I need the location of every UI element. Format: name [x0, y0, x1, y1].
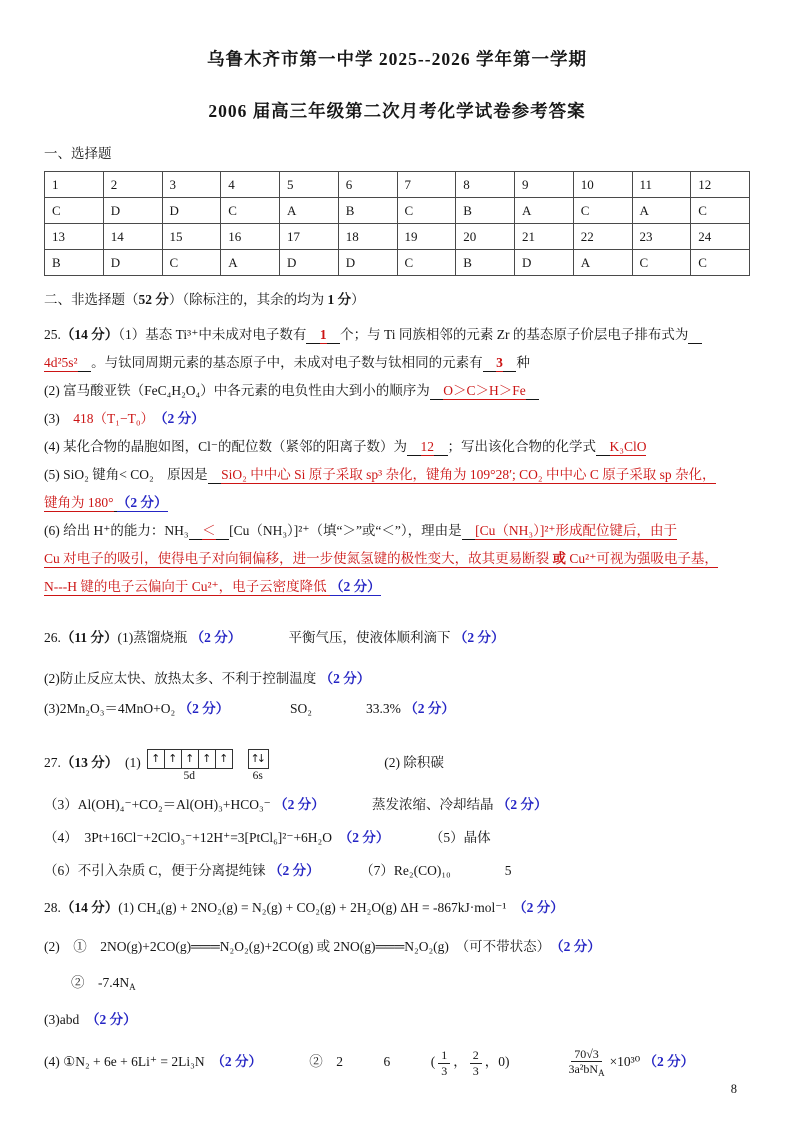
text-run: 1 [319, 327, 327, 342]
text-run: (5) SiO₂ 键角< CO₂ 原因是 [44, 467, 208, 482]
question-27-line1 [44, 749, 750, 783]
text-run: （2 分） [319, 671, 371, 686]
text-run: 26. [44, 630, 61, 645]
text-run: 70√3 [574, 1047, 599, 1061]
choice-table-cell: 18 [338, 224, 397, 250]
text-run: 1 [441, 1048, 448, 1063]
fraction [470, 1048, 482, 1078]
text-run: 二、非选择题（ [44, 292, 139, 307]
text-run: (1)蒸馏烧瓶 [117, 630, 191, 645]
choice-table-cell: 4 [221, 172, 280, 198]
text-run: 52 分 [138, 292, 169, 307]
text-run: (2)防止反应太快、放热太多、不利于控制温度 [44, 671, 320, 686]
choice-table-cell: 21 [515, 224, 574, 250]
choice-answer-table [44, 171, 750, 276]
text-run: 3 [472, 1063, 479, 1078]
text-run: SiO₂ 中中心 Si 原子采取 sp³ 杂化，键角为 109°28′; CO₂ 中中心 C 原子采取 sp 杂化， [221, 467, 716, 482]
choice-table-body [45, 172, 750, 276]
choice-table-row [45, 250, 750, 276]
text-run: [Cu（NH₃）]²⁺形成配位键后，由于 [475, 523, 678, 538]
choice-table-cell: 6 [338, 172, 397, 198]
text-run [189, 523, 203, 540]
section1-heading: 一、选择题 [44, 146, 112, 161]
text-run: ， [453, 1054, 467, 1070]
choice-table-cell: 24 [691, 224, 750, 250]
text-run: (2) ① 2NO(g)+2CO(g) [44, 939, 192, 954]
choice-table-cell: A [280, 198, 339, 224]
text-line [44, 321, 750, 349]
choice-table-cell: A [573, 250, 632, 276]
text-run: （7）Re₂(CO)₁₀ 5 [312, 863, 512, 878]
text-run: (1) [111, 755, 141, 770]
text-run: （5）晶体 [382, 830, 491, 845]
orbital-diagram [147, 749, 284, 783]
orbital-box: ↑ [215, 749, 233, 769]
choice-table-cell: 10 [573, 172, 632, 198]
text-run: 种 [516, 355, 530, 370]
text-run [430, 383, 444, 400]
text-run: 12 [420, 439, 434, 454]
text-run: (2) 富马酸亚铁（FeC₄H₂O₄）中各元素的电负性由大到小的顺序为 [44, 383, 430, 398]
text-run: A [129, 982, 136, 992]
orbital-box: ↑ [198, 749, 216, 769]
choice-table-cell: B [456, 250, 515, 276]
text-run: 。与钛同周期元素的基态原子中，未成对电子数与钛相同的元素有 [91, 355, 483, 370]
choice-table-cell: A [632, 198, 691, 224]
text-run: ，0) [484, 1054, 564, 1070]
text-run: （2 分） [519, 900, 564, 915]
document-title-line1: 乌鲁木齐市第一中学 2025--2026 学年第一学期 [207, 49, 587, 69]
text-line [44, 665, 750, 693]
text-line [44, 1047, 750, 1079]
choice-table-cell: 13 [45, 224, 104, 250]
choice-table-cell: C [397, 250, 456, 276]
text-run: （2 分） [453, 630, 505, 645]
orbital-6s-label: 6s [252, 770, 263, 782]
text-run: ═══ [375, 939, 405, 954]
text-run: (1) CH₄(g) + 2NO₂(g) = N₂(g) + CO₂(g) + 2H₂O(g) ΔH = -867kJ·mol⁻¹ [118, 900, 520, 915]
choice-table-row [45, 198, 750, 224]
text-run: （11 分） [60, 630, 118, 645]
q27-line1-prefix [44, 749, 141, 777]
text-run: （2 分） [218, 1054, 256, 1070]
text-run: ） [351, 292, 365, 307]
text-line [44, 545, 750, 573]
text-run [526, 383, 540, 400]
text-run [216, 523, 230, 540]
choice-table-cell: 14 [103, 224, 162, 250]
orbital-box: ↑ [147, 749, 165, 769]
text-run: ② 2 6 ( [255, 1054, 436, 1070]
orbital-5d-label: 5d [183, 770, 195, 782]
text-run: (4) 某化合物的晶胞如图，Cl⁻的配位数（紧邻的阳离子数）为 [44, 439, 407, 454]
text-run: 或 [552, 551, 567, 566]
orbital-box: ↑ [181, 749, 199, 769]
text-run: 3 [496, 355, 503, 370]
text-run: 28. [44, 900, 61, 915]
choice-table-cell: B [338, 198, 397, 224]
choice-table-cell: D [162, 198, 221, 224]
page-number: 8 [730, 1082, 737, 1096]
choice-table-cell: 23 [632, 224, 691, 250]
choice-table-cell: D [515, 250, 574, 276]
text-line [44, 791, 750, 819]
text-line [44, 857, 750, 885]
text-run: (4) ①N₂ + 6e + 6Li⁺ = 2Li₃N [44, 1054, 219, 1070]
fraction [566, 1047, 606, 1079]
text-run [596, 439, 610, 456]
text-line [44, 349, 750, 377]
text-run: 27. [44, 755, 61, 770]
choice-table-cell: C [45, 198, 104, 224]
text-line [44, 695, 750, 723]
choice-table-cell: C [397, 198, 456, 224]
text-run: （2 分） [190, 630, 235, 645]
text-run: Cu 对电子的吸引，使得电子对向铜偏移，进一步使氮氢键的极性变大，故其更易断裂 [44, 551, 553, 566]
choice-table-cell: 12 [691, 172, 750, 198]
choice-table-cell: 7 [397, 172, 456, 198]
text-run [483, 355, 497, 372]
orbital-5d-boxes [147, 749, 232, 769]
text-line [44, 894, 750, 922]
text-run: （2 分） [274, 797, 319, 812]
choice-table-cell: C [691, 250, 750, 276]
text-run [306, 327, 320, 344]
text-line [44, 933, 750, 961]
text-run: （6）不引入杂质 C，便于分离提纯铼 [44, 863, 270, 878]
text-run: O＞C＞H＞Fe [443, 383, 526, 398]
text-run: N₂O₂(g)+2CO(g) 或 2NO(g) [219, 939, 376, 954]
text-run: （2 分） [496, 797, 548, 812]
choice-table-cell: C [573, 198, 632, 224]
text-run: （2 分） [345, 830, 383, 845]
text-run: （2 分） [330, 579, 381, 594]
text-run [688, 327, 702, 344]
orbital-6s-group [248, 749, 268, 783]
choice-table-cell: 5 [280, 172, 339, 198]
text-run: 3a²bN [568, 1062, 599, 1077]
choice-table-cell: D [103, 250, 162, 276]
text-run: （2 分） [178, 701, 223, 716]
choice-table-cell: D [338, 250, 397, 276]
choice-table-cell: 2 [103, 172, 162, 198]
text-run: ）（除标注的，其余的均为 [168, 292, 328, 307]
text-run [434, 439, 448, 456]
text-run: A [598, 1068, 605, 1079]
question-28-block [44, 894, 750, 1079]
text-line [44, 1006, 750, 1034]
section2-heading [44, 288, 750, 308]
text-run: N---H 键的电子云偏向于 Cu²⁺，电子云密度降低 [44, 579, 331, 594]
choice-table-cell: 11 [632, 172, 691, 198]
text-run: ═══ [191, 939, 220, 954]
choice-table-cell: 9 [515, 172, 574, 198]
text-run: (6) 给出 H⁺的能力：NH₃ [44, 523, 189, 538]
choice-table-cell: B [45, 250, 104, 276]
choice-table-cell: A [515, 198, 574, 224]
text-run [407, 439, 421, 456]
text-run: （2 分） [116, 495, 168, 510]
text-run: （2 分） [92, 1012, 137, 1027]
text-run: (3)abd [44, 1012, 93, 1027]
fraction [438, 1048, 450, 1078]
text-run: (3) [44, 411, 74, 426]
choice-table-cell: C [162, 250, 221, 276]
choice-table-row [45, 172, 750, 198]
text-run: ＜ [202, 523, 216, 538]
question-27-block [44, 791, 750, 885]
text-run: （14 分） [60, 327, 119, 342]
text-run: 25. [44, 327, 61, 342]
text-run: Cu²⁺可视为强吸电子基， [566, 551, 718, 566]
text-run: 2 [472, 1048, 479, 1063]
text-run: （4） 3Pt+16Cl⁻+2ClO₃⁻+12H⁺=3[PtCl₆]²⁻+6H₂O [44, 830, 346, 845]
text-run: （2 分） [404, 701, 455, 716]
choice-table-cell: 20 [456, 224, 515, 250]
choice-table-cell: B [456, 198, 515, 224]
choice-table-cell: 1 [45, 172, 104, 198]
choice-table-row [45, 224, 750, 250]
choice-table-cell: C [691, 198, 750, 224]
text-run: 3 [441, 1063, 448, 1078]
text-run: 418（T₁−T₀） [73, 411, 148, 426]
text-run: ② -7.4N [44, 975, 130, 990]
text-line [44, 573, 750, 601]
choice-table-cell: 8 [456, 172, 515, 198]
text-run: (2) 除积碳 [289, 755, 444, 770]
text-line [44, 824, 750, 852]
text-run [503, 355, 517, 372]
text-run [208, 467, 222, 484]
text-line [44, 969, 750, 1001]
orbital-6s-box: ↑↓ [248, 749, 269, 769]
orbital-box: ↑ [164, 749, 182, 769]
question-26-block [44, 624, 750, 723]
text-run [327, 327, 341, 344]
text-line [44, 624, 750, 652]
choice-table-cell: 16 [221, 224, 280, 250]
text-run: 4d²5s² [44, 355, 78, 370]
document-title-line2: 2006 届高三年级第二次月考化学试卷参考答案 [208, 101, 586, 121]
choice-table-cell: A [221, 250, 280, 276]
text-run: （13 分） [60, 755, 112, 770]
text-line [44, 489, 750, 517]
text-run: N₂O₂(g) （可不带状态） [404, 939, 557, 954]
text-line [44, 377, 750, 405]
text-run: 蒸发浓缩、冷却结晶 [318, 797, 497, 812]
text-run [147, 411, 161, 426]
text-run: （1）基态 Ti³⁺中未成对电子数有 [118, 327, 307, 342]
text-run: （2 分） [160, 411, 205, 426]
question-25-block [44, 321, 750, 601]
text-run: ×10³⁰ [609, 1054, 644, 1070]
text-run: 平衡气压，使液体顺利滴下 [234, 630, 454, 645]
choice-table-cell: 19 [397, 224, 456, 250]
text-run: K₃ClO [609, 439, 647, 454]
choice-table-cell: 15 [162, 224, 221, 250]
text-run: （2 分） [643, 1054, 695, 1070]
text-run: （3）Al(OH)₄⁻+CO₂＝Al(OH)₃+HCO₃⁻ [44, 797, 275, 812]
choice-table-cell: 3 [162, 172, 221, 198]
text-run: SO₂ 33.3% [222, 701, 405, 716]
choice-table-cell: 22 [573, 224, 632, 250]
text-run: [Cu（NH₃）]²⁺（填“＞”或“＜”），理由是 [229, 523, 462, 538]
choice-table-cell: 17 [280, 224, 339, 250]
choice-table-cell: D [280, 250, 339, 276]
text-run: （2 分） [556, 939, 601, 954]
text-run [462, 523, 476, 540]
text-run: 键角为 180° [44, 495, 114, 510]
orbital-5d-group [147, 749, 232, 783]
text-run: (3)2Mn₂O₃＝4MnO+O₂ [44, 701, 179, 716]
choice-table-cell: C [632, 250, 691, 276]
choice-table-cell: D [103, 198, 162, 224]
text-run: （14 分） [60, 900, 119, 915]
text-run: ；写出该化合物的化学式 [447, 439, 596, 454]
text-line [44, 405, 750, 433]
q27-line1-suffix [290, 749, 444, 777]
choice-table-cell: C [221, 198, 280, 224]
text-line [44, 461, 750, 489]
text-line [44, 433, 750, 461]
text-run: 1 分 [327, 292, 352, 307]
text-run: 个；与 Ti 同族相邻的元素 Zr 的基态原子价层电子排布式为 [340, 327, 689, 342]
text-line [44, 517, 750, 545]
text-run [78, 355, 92, 372]
text-run: （2 分） [269, 863, 313, 878]
